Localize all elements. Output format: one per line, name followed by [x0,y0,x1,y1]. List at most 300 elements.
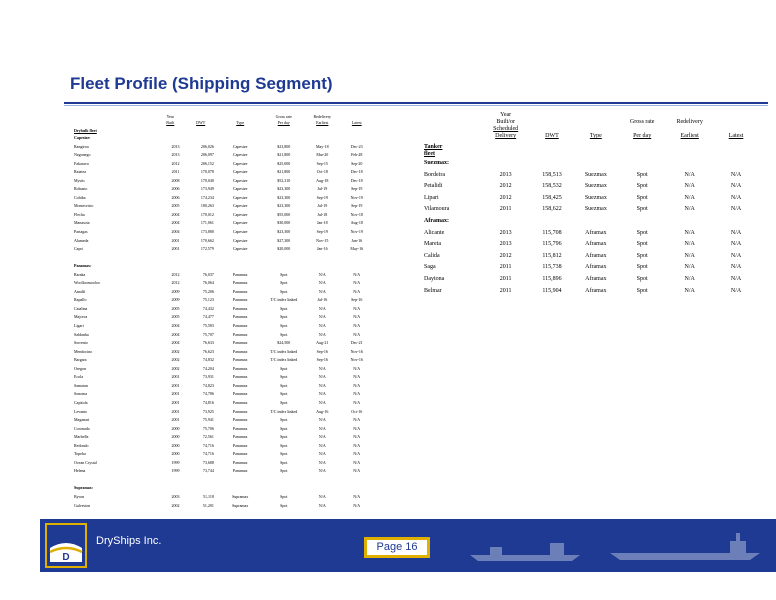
vessel-name: Raiatea [74,169,86,175]
gross-rate: T/C index linked [270,348,298,354]
redelivery-earliest: N/A [318,314,326,320]
gross-rate: $21,800 [277,169,291,175]
year-built: 2002 [171,348,180,354]
vessel-type: Capesize [232,203,248,209]
dwt: 170,012 [200,211,214,217]
redelivery-earliest: Jul-18 [317,211,328,217]
redelivery-earliest: Nov-15 [316,237,329,243]
gross-rate: $23,300 [277,186,291,192]
vessel-type: Panamax [232,271,248,277]
redelivery-latest: N/A [730,171,742,178]
vessel-type: Panamax [232,442,248,448]
table-row [74,151,374,160]
gross-rate: Spot [636,171,648,178]
vessel-type: Suezmax [584,206,607,213]
gross-rate: T/C index linked [270,357,298,363]
vessel-name: Mareta [424,241,441,248]
gross-rate: Spot [636,183,648,190]
page-number-badge: Page 16 [364,537,430,558]
vessel-name: Maganari [74,417,90,423]
redelivery-latest: N/A [730,206,742,213]
vessel-name: Saga [424,264,436,271]
redelivery-latest: N/A [353,323,361,329]
table-row [74,271,374,280]
table-row [74,296,374,305]
dry-section-row [74,262,374,271]
table-row [424,239,758,251]
redelivery-latest: Dec-18 [350,177,363,183]
redelivery-latest: N/A [730,275,742,282]
tanker-section-title: Aframax: [424,217,449,224]
table-row [74,365,374,374]
year-built: 2011 [171,169,180,175]
table-row [74,459,374,468]
company-name: DryShips Inc. [96,535,162,547]
dwt: 74,816 [202,399,214,405]
gross-rate: Spot [280,442,288,448]
year-built: 2009 [171,288,180,294]
dwt: 74,204 [202,365,214,371]
gross-rate: Spot [280,399,288,405]
year-built: 2004 [171,211,180,217]
gross-rate: Spot [636,287,648,294]
vessel-name: Belmar [424,287,442,294]
vessel-name: Ligari [74,323,84,329]
vessel-name: Manasota [74,220,90,226]
gross-rate: $23,300 [277,203,291,209]
gross-rate: Spot [636,206,648,213]
dry-header-per-day: Per day [277,120,290,125]
dwt: 74,786 [202,391,214,397]
redelivery-earliest: Jul-19 [317,186,328,192]
vessel-name: Capitola [74,399,88,405]
vessel-type: Capesize [232,169,248,175]
dwt: 51,201 [202,502,214,508]
gross-rate: $21,800 [277,152,291,158]
redelivery-latest: N/A [353,493,361,499]
dry-header-gross-rate: Gross rate [275,114,292,119]
table-row [74,425,374,434]
table-row [74,373,374,382]
redelivery-earliest: Sep-19 [316,194,328,200]
gross-rate: $55,000 [277,211,291,217]
redelivery-earliest: N/A [318,382,326,388]
year-built: 2001 [171,408,180,414]
dwt: 76,633 [202,340,214,346]
vessel-type: Panamax [232,357,248,363]
gross-rate: Spot [280,374,288,380]
redelivery-latest: N/A [353,280,361,286]
year-built: 2013 [499,229,512,236]
redelivery-earliest: N/A [318,374,326,380]
dwt: 158,513 [542,171,562,178]
dwt: 75,707 [202,331,214,337]
redelivery-earliest: N/A [684,275,695,282]
redelivery-earliest: N/A [318,305,326,311]
tanker-section-row [424,158,758,170]
year-built: 2013 [171,143,180,149]
redelivery-earliest: Aug-16 [316,408,329,414]
dwt: 73,744 [202,468,214,474]
gross-rate: Spot [636,264,648,271]
dwt: 115,812 [542,252,562,259]
gross-rate: $27,300 [277,237,291,243]
year-built: 2011 [499,275,512,282]
vessel-type: Panamax [232,297,248,303]
table-row [74,202,374,211]
redelivery-latest: N/A [730,287,742,294]
year-built: 2006 [171,186,180,192]
gross-rate: $23,300 [277,229,291,235]
gross-rate: Spot [280,305,288,311]
table-row [74,322,374,331]
redelivery-earliest: N/A [318,399,326,405]
year-built: 2002 [171,502,180,508]
table-row [74,416,374,425]
year-built: 2009 [171,297,180,303]
vessel-name: Saldanha [74,331,89,337]
vessel-type: Capesize [232,211,248,217]
dwt: 75,206 [202,288,214,294]
table-row [74,288,374,297]
year-built: 2001 [171,382,180,388]
redelivery-earliest: N/A [318,417,326,423]
dry-fleet-label: Drybulk fleet [74,128,97,133]
redelivery-earliest: Oct-18 [316,169,328,175]
redelivery-earliest: N/A [318,468,326,474]
gross-rate: Spot [280,365,288,371]
vessel-type: Panamax [232,314,248,320]
redelivery-earliest: N/A [318,493,326,499]
redelivery-latest: N/A [353,434,361,440]
gross-rate: Spot [280,331,288,337]
redelivery-latest: Oct-16 [351,408,363,414]
vessel-name: Bargara [74,357,87,363]
gross-rate: Spot [636,229,648,236]
gross-rate: Spot [636,194,648,201]
redelivery-earliest: N/A [684,183,695,190]
vessel-type: Panamax [232,434,248,440]
vessel-name: Alameda [74,237,89,243]
dwt: 74,477 [202,314,214,320]
year-built: 2000 [171,425,180,431]
dwt: 73,925 [202,408,214,414]
vessel-type: Capesize [232,152,248,158]
year-built: 2001 [171,391,180,397]
vessel-name: Galveston [74,502,91,508]
vessel-type: Panamax [232,331,248,337]
vessel-name: Petalidi [424,183,443,190]
redelivery-latest: N/A [353,417,361,423]
redelivery-latest: Dec-21 [350,340,363,346]
gross-rate: $30,000 [277,220,291,226]
vessel-type: Capesize [232,194,248,200]
redelivery-latest: N/A [730,264,742,271]
redelivery-earliest: Aug-18 [316,177,329,183]
vessel-name: Partagas [74,229,88,235]
tanker-fleet-label: Tanker fleet [424,144,443,157]
gross-rate: Spot [280,382,288,388]
dwt: 73,688 [202,459,214,465]
tanker-header-earliest: Redelivery Earliest [676,119,703,139]
year-built: 2005 [171,314,180,320]
gross-rate: T/C index linked [270,408,298,414]
redelivery-earliest: N/A [684,264,695,271]
redelivery-latest: N/A [353,425,361,431]
redelivery-latest: Nov-16 [350,348,363,354]
vessel-type: Aframax [585,264,607,271]
vessel-type: Capesize [232,186,248,192]
vessel-name: Catalina [74,305,88,311]
redelivery-latest: May-16 [350,246,364,252]
dwt: 172,579 [200,246,214,252]
vessel-name: Vilamoura [424,206,450,213]
vessel-name: Majorca [74,314,88,320]
dwt: 74,432 [202,305,214,311]
dwt: 75,123 [202,297,214,303]
year-built: 2002 [171,365,180,371]
vessel-name: Coronado [74,425,90,431]
table-row [424,286,758,298]
dwt: 76,623 [202,348,214,354]
dwt: 173,949 [200,186,214,192]
table-row [74,433,374,442]
vessel-name: Samatan [74,382,88,388]
dwt: 171,061 [200,220,214,226]
year-built: 2001 [171,399,180,405]
table-row [424,193,758,205]
year-built: 2001 [171,246,180,252]
vessel-name: Rangiroa [74,143,89,149]
redelivery-earliest: N/A [318,331,326,337]
vessel-type: Aframax [585,287,607,294]
redelivery-latest: Sep-16 [351,297,363,303]
redelivery-latest: Nov-18 [350,211,363,217]
dwt: 76,064 [202,280,214,286]
redelivery-earliest: Aug-21 [316,340,329,346]
table-row [424,181,758,193]
vessel-type: Panamax [232,280,248,286]
tanker-section-row [424,216,758,228]
redelivery-latest: Jan-16 [351,237,363,243]
table-row [74,168,374,177]
table-row [74,219,374,228]
dwt: 115,738 [542,264,562,271]
table-row [74,348,374,357]
redelivery-latest: N/A [730,194,742,201]
gross-rate: Spot [636,241,648,248]
year-built: 2004 [171,229,180,235]
redelivery-earliest: N/A [318,425,326,431]
vessel-name: Bordeira [424,171,445,178]
year-built: 2005 [171,203,180,209]
vessel-type: Panamax [232,288,248,294]
redelivery-earliest: N/A [318,288,326,294]
redelivery-earliest: N/A [318,391,326,397]
tanker-header-latest: Latest [728,133,744,139]
dwt: 75,706 [202,425,214,431]
table-row [74,160,374,169]
ships-watermark-icon [460,525,770,565]
redelivery-latest: N/A [353,382,361,388]
redelivery-earliest: Sep-16 [316,348,328,354]
table-row [74,390,374,399]
dwt: 115,896 [542,275,562,282]
vessel-type: Capesize [232,160,248,166]
dwt: 158,532 [542,183,562,190]
vessel-name: Ocean Crystal [74,459,97,465]
year-built: 2001 [171,237,180,243]
dwt: 115,904 [542,287,562,294]
redelivery-earliest: Jan-16 [316,246,328,252]
redelivery-latest: N/A [730,229,742,236]
year-built: 2004 [171,323,180,329]
redelivery-latest: N/A [353,391,361,397]
vessel-type: Panamax [232,408,248,414]
tanker-section-title: Suezmax: [424,160,449,166]
redelivery-earliest: N/A [684,194,695,201]
redelivery-earliest: N/A [318,271,326,277]
year-built: 2013 [171,152,180,158]
vessel-type: Panamax [232,425,248,431]
year-built: 1999 [171,459,180,465]
dwt: 74,823 [202,382,214,388]
gross-rate: Spot [280,451,288,457]
table-row [74,185,374,194]
vessel-type: Aframax [585,275,607,282]
table-row [74,408,374,417]
dry-header-built: Built [166,120,175,125]
dwt: 75,583 [202,323,214,329]
redelivery-latest: N/A [730,241,742,248]
vessel-name: Sonoma [74,391,88,397]
redelivery-latest: Dec-23 [350,143,363,149]
dwt: 206,026 [200,143,214,149]
year-built: 2000 [171,434,180,440]
vessel-name: Woolloomooloo [74,280,100,286]
year-built: 2001 [171,374,180,380]
vessel-name: Levanto [74,408,88,414]
redelivery-earliest: N/A [318,451,326,457]
table-row [424,204,758,216]
redelivery-latest: N/A [353,271,361,277]
vessel-name: Alicante [424,229,445,236]
redelivery-earliest: N/A [684,241,695,248]
year-built: 2012 [499,252,512,259]
year-built: 2000 [171,442,180,448]
vessel-name: Calida [424,252,440,259]
vessel-type: Capesize [232,229,248,235]
dwt: 180,263 [200,203,214,209]
dwt: 74,716 [202,451,214,457]
dwt: 174,234 [200,194,214,200]
tanker-fleet-table [424,112,758,297]
vessel-type: Capesize [232,220,248,226]
vessel-type: Panamax [232,305,248,311]
redelivery-latest: Sep-19 [351,186,363,192]
dry-section-title: Capesize: [74,135,91,140]
dry-section-row [74,134,374,143]
dry-header-earliest: Earliest [316,120,329,125]
gross-rate: Spot [280,391,288,397]
redelivery-earliest: Jul-16 [317,297,328,303]
year-built: 2004 [171,331,180,337]
year-built: 2012 [171,271,180,277]
vessel-name: Amalfi [74,288,86,294]
dry-section-row [74,484,374,493]
year-built: 2012 [171,160,180,166]
redelivery-latest: N/A [353,314,361,320]
table-row [74,211,374,220]
vessel-name: Cohiba [74,194,86,200]
redelivery-earliest: N/A [684,252,695,259]
logo-letter: D [62,552,70,563]
vessel-type: Supramax [232,502,249,508]
company-logo-icon [44,522,88,569]
tanker-header-year: Year Built/or Scheduled Delivery [493,112,519,139]
year-built: 2006 [171,194,180,200]
table-row [74,177,374,186]
vessel-type: Panamax [232,323,248,329]
dwt: 73,931 [202,374,214,380]
vessel-name: Topeka [74,451,86,457]
redelivery-latest: Dec-18 [350,169,363,175]
dwt: 74,716 [202,442,214,448]
gross-rate: Spot [280,288,288,294]
redelivery-latest: Sep-20 [351,160,363,166]
redelivery-latest: N/A [353,468,361,474]
dwt: 74,832 [202,357,214,363]
dwt: 170,662 [200,237,214,243]
vessel-type: Panamax [232,468,248,474]
vessel-type: Capesize [232,143,248,149]
gross-rate: Spot [280,425,288,431]
gross-rate: $23,800 [277,143,291,149]
redelivery-earliest: N/A [318,442,326,448]
redelivery-earliest: N/A [684,171,695,178]
vessel-name: Fakarava [74,160,89,166]
table-row [74,450,374,459]
vessel-type: Aframax [585,252,607,259]
year-built: 2000 [171,451,180,457]
vessel-name: Mystic [74,177,86,183]
vessel-name: Capri [74,246,83,252]
redelivery-earliest: N/A [318,323,326,329]
table-row [424,170,758,182]
gross-rate: T/C index linked [270,297,298,303]
vessel-name: Montecristo [74,203,94,209]
table-row [74,143,374,152]
redelivery-earliest: N/A [318,459,326,465]
gross-rate: $23,300 [277,194,291,200]
table-row [74,502,374,511]
redelivery-latest: N/A [353,365,361,371]
dwt: 76,037 [202,271,214,277]
table-row [74,331,374,340]
gross-rate: Spot [280,271,288,277]
table-row [74,228,374,237]
gross-rate: $25,000 [277,160,291,166]
year-built: 2002 [171,357,180,363]
redelivery-latest: N/A [353,288,361,294]
redelivery-earliest: N/A [318,434,326,440]
redelivery-earliest: Jan-18 [316,220,328,226]
table-row [74,339,374,348]
gross-rate: $24,500 [277,340,291,346]
dwt: 206,097 [200,152,214,158]
title-rule [64,102,768,104]
vessel-name: Rapallo [74,297,87,303]
